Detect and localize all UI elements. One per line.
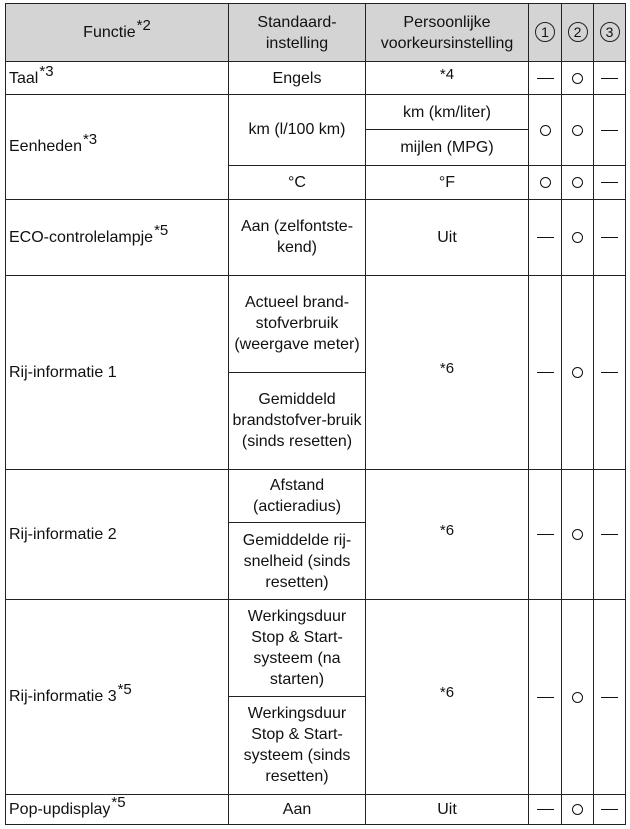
dash-symbol bbox=[537, 809, 554, 810]
personal-value: *4 bbox=[366, 62, 529, 95]
table-row bbox=[6, 794, 626, 824]
personal-value: km (km/liter) bbox=[366, 95, 529, 130]
header-col-1 bbox=[529, 4, 562, 62]
header-col-3 bbox=[594, 4, 626, 62]
circled-number-3: 3 bbox=[600, 22, 620, 42]
default-value: °C bbox=[229, 165, 366, 199]
default-value: Aan bbox=[229, 794, 366, 824]
table-row bbox=[6, 62, 626, 95]
ring-symbol bbox=[572, 177, 583, 188]
personal-value: *6 bbox=[366, 599, 529, 794]
dash-symbol bbox=[537, 534, 554, 535]
table-row bbox=[6, 470, 626, 523]
circled-number-1: 1 bbox=[535, 22, 555, 42]
dash-symbol bbox=[601, 534, 618, 535]
row-label: Rij-informatie 2 bbox=[6, 470, 229, 600]
personal-value: Uit bbox=[366, 794, 529, 824]
table-row bbox=[6, 276, 626, 373]
table-row bbox=[6, 599, 626, 697]
ring-symbol bbox=[540, 177, 551, 188]
dash-symbol bbox=[537, 372, 554, 373]
row-label: Rij-informatie 3*5 bbox=[6, 599, 229, 794]
row-label: Taal*3 bbox=[6, 62, 229, 95]
dash-symbol bbox=[601, 372, 618, 373]
default-value: Engels bbox=[229, 62, 366, 95]
header-function: Functie*2 bbox=[6, 4, 229, 62]
dash-symbol bbox=[601, 78, 618, 79]
ring-symbol bbox=[572, 804, 583, 815]
row-label: Pop-updisplay*5 bbox=[6, 794, 229, 824]
default-value: Aan (zelfontste-kend) bbox=[229, 199, 366, 275]
table-row bbox=[6, 199, 626, 275]
personal-value: Uit bbox=[366, 199, 529, 275]
default-value: Werkingsduur Stop & Start-systeem (sinds resetten) bbox=[229, 697, 366, 795]
table-row bbox=[6, 95, 626, 130]
default-value: Actueel brand-stofverbruik (weergave meter) bbox=[229, 276, 366, 373]
row-label: Eenheden*3 bbox=[6, 95, 229, 200]
dash-symbol bbox=[601, 182, 618, 183]
default-value: Werkingsduur Stop & Start-systeem (na starten) bbox=[229, 599, 366, 697]
default-value: Gemiddelde rij-snelheid (sinds resetten) bbox=[229, 523, 366, 599]
ring-symbol bbox=[572, 692, 583, 703]
ring-symbol bbox=[572, 125, 583, 136]
personal-value: *6 bbox=[366, 276, 529, 470]
personal-value: *6 bbox=[366, 470, 529, 600]
ring-symbol bbox=[572, 232, 583, 243]
header-row bbox=[6, 4, 626, 62]
dash-symbol bbox=[537, 237, 554, 238]
dash-symbol bbox=[601, 809, 618, 810]
default-value: Gemiddeld brandstofver-bruik (sinds resetten) bbox=[229, 372, 366, 470]
settings-table bbox=[5, 3, 626, 825]
dash-symbol bbox=[601, 237, 618, 238]
dash-symbol bbox=[601, 130, 618, 131]
header-default: Standaard-instelling bbox=[229, 4, 366, 62]
ring-symbol bbox=[572, 367, 583, 378]
ring-symbol bbox=[572, 73, 583, 84]
dash-symbol bbox=[537, 78, 554, 79]
dash-symbol bbox=[601, 697, 618, 698]
row-label: ECO-controlelampje*5 bbox=[6, 199, 229, 275]
default-value: km (l/100 km) bbox=[229, 95, 366, 165]
ring-symbol bbox=[572, 529, 583, 540]
header-col-2 bbox=[562, 4, 594, 62]
ring-symbol bbox=[540, 125, 551, 136]
circled-number-2: 2 bbox=[568, 22, 588, 42]
default-value: Afstand (actieradius) bbox=[229, 470, 366, 523]
dash-symbol bbox=[537, 697, 554, 698]
personal-value: °F bbox=[366, 165, 529, 199]
row-label: Rij-informatie 1 bbox=[6, 276, 229, 470]
personal-value: mijlen (MPG) bbox=[366, 130, 529, 165]
header-personal: Persoonlijke voorkeursinstelling bbox=[366, 4, 529, 62]
